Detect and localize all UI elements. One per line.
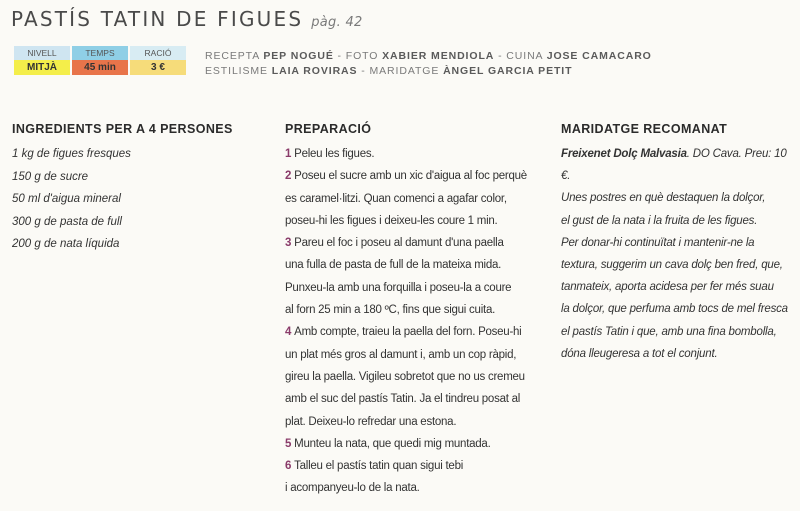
pairing-line: Unes postres en què destaquen la dolçor, xyxy=(561,192,766,205)
pairing-line: el gust de la nata i la fruita de les figues. xyxy=(561,214,758,227)
pairing-wine-line xyxy=(561,143,796,187)
badge-time-value: 45 min xyxy=(72,60,128,75)
step-line xyxy=(285,344,543,366)
badge-level-value: MITJÀ xyxy=(14,60,70,75)
ingredient-item: 200 g de nata líquida xyxy=(12,238,120,250)
badge-time xyxy=(72,46,128,75)
step-text: amb el suc del pastís Tatin. Ja el tindreu posat al xyxy=(285,393,521,406)
step-text: al forn 25 min a 180 ºC, fins que sigui cuita. xyxy=(285,304,496,317)
ingredient-item: 1 kg de figues fresques xyxy=(12,148,131,160)
credit-cuina: JOSE CAMACARO xyxy=(546,50,652,62)
badge-portion xyxy=(130,46,186,75)
step-text: gireu la paella. Vigileu sobretot que no us cremeu xyxy=(285,370,525,383)
step-line xyxy=(285,254,543,276)
pairing-section xyxy=(561,122,796,365)
credit-cuina-label: CUINA xyxy=(506,50,543,62)
step-line xyxy=(285,210,543,232)
badge-portion-label: RACIÓ xyxy=(130,46,186,60)
step-text: Amb compte, traieu la paella del forn. Poseu-hi xyxy=(294,326,522,339)
pairing-line: Per donar-hi continuïtat i mantenir-ne la xyxy=(561,236,755,249)
ingredients-heading: INGREDIENTS PER A 4 PERSONES xyxy=(12,122,233,136)
badge-portion-value: 3 € xyxy=(130,60,186,75)
step-line xyxy=(285,165,543,187)
credit-maridatge: ÀNGEL GARCIA PETIT xyxy=(443,65,573,77)
step-text: Munteu la nata, que quedi mig muntada. xyxy=(294,437,491,450)
ingredient-item: 50 ml d'aigua mineral xyxy=(12,193,121,205)
credit-recepta: PEP NOGUÉ xyxy=(263,50,334,62)
step-line xyxy=(285,232,543,254)
step-line xyxy=(285,366,543,388)
step-text: i acompanyeu-lo de la nata. xyxy=(285,482,420,495)
credit-estilisme-label: ESTILISME xyxy=(205,65,268,77)
preparation-heading: PREPARACIÓ xyxy=(285,122,372,136)
pairing-line: tanmateix, aporta acidesa per fer més suau xyxy=(561,281,774,294)
ingredients-section xyxy=(12,122,262,256)
step-line xyxy=(285,299,543,321)
pairing-description xyxy=(561,187,796,365)
badge-time-label: TEMPS xyxy=(72,46,128,60)
step-number: 6 xyxy=(285,460,292,473)
step-text: Talleu el pastís tatin quan sigui tebi xyxy=(294,460,464,473)
step-number: 4 xyxy=(285,326,292,339)
step-line xyxy=(285,277,543,299)
pairing-wine-details: . DO Cava. Preu: 10 €. xyxy=(561,148,787,183)
pairing-wine-name: Freixenet Dolç Malvasia xyxy=(561,148,687,160)
step-number: 3 xyxy=(285,237,292,250)
step-text: plat. Deixeu-lo refredar una estona. xyxy=(285,415,457,428)
badge-level xyxy=(14,46,70,75)
credit-estilisme: LAIA ROVIRAS xyxy=(271,65,358,77)
step-text: Poseu el sucre amb un xic d'aigua al foc perquè xyxy=(294,170,527,183)
step-text: Pareu el foc i poseu al damunt d'una paella xyxy=(294,237,504,250)
step-text: una fulla de pasta de full de la mateixa mida. xyxy=(285,259,502,272)
step-text: es caramel·litzi. Quan comenci a agafar color, xyxy=(285,192,507,205)
step-text: poseu-hi les figues i deixeu-les coure 1 min. xyxy=(285,214,498,227)
step-text: Peleu les figues. xyxy=(294,148,375,160)
credits-line-2: ESTILISME LAIA ROVIRAS - MARIDATGE ÀNGEL GARCIA PETIT xyxy=(205,65,573,77)
step-line xyxy=(285,455,543,477)
ingredient-item: 150 g de sucre xyxy=(12,170,89,183)
step-line xyxy=(285,411,543,433)
step-text: un plat més gros al damunt i, amb un cop ràpid, xyxy=(285,348,517,361)
recipe-title xyxy=(11,7,363,31)
page-reference: pàg. 42 xyxy=(311,15,363,30)
preparation-steps xyxy=(285,143,543,500)
step-line xyxy=(285,477,543,499)
step-line xyxy=(285,388,543,410)
recipe-badges xyxy=(14,46,186,75)
preparation-section xyxy=(285,122,543,500)
pairing-line: la dolçor, que perfuma amb tocs de mel fresca xyxy=(561,303,788,316)
credit-foto: XABIER MENDIOLA xyxy=(382,50,495,62)
credits-line-1: RECEPTA PEP NOGUÉ - FOTO XABIER MENDIOLA - CUINA JOSE CAMACARO xyxy=(205,50,652,62)
ingredient-item: 300 g de pasta de full xyxy=(12,215,122,228)
step-line xyxy=(285,321,543,343)
credit-foto-label: FOTO xyxy=(345,50,379,62)
credit-maridatge-label: MARIDATGE xyxy=(369,65,440,77)
badge-level-label: NIVELL xyxy=(14,46,70,60)
ingredients-list xyxy=(12,143,262,256)
step-line xyxy=(285,188,543,210)
step-number: 2 xyxy=(285,170,292,183)
credit-recepta-label: RECEPTA xyxy=(205,50,260,62)
pairing-line: dóna lleugeresa a tot el conjunt. xyxy=(561,347,718,360)
step-text: Punxeu-la amb una forquilla i poseu-la a coure xyxy=(285,281,512,294)
recipe-title-text: PASTÍS TATIN DE FIGUES xyxy=(11,7,304,31)
step-number: 5 xyxy=(285,437,292,450)
recipe-credits xyxy=(205,49,652,79)
step-line xyxy=(285,143,543,165)
pairing-line: textura, suggerim un cava dolç ben fred, que, xyxy=(561,259,783,272)
pairing-heading: MARIDATGE RECOMANAT xyxy=(561,122,728,136)
pairing-line: el pastís Tatin i que, amb una fina bombolla, xyxy=(561,325,777,338)
step-line xyxy=(285,433,543,455)
step-number: 1 xyxy=(285,148,292,160)
